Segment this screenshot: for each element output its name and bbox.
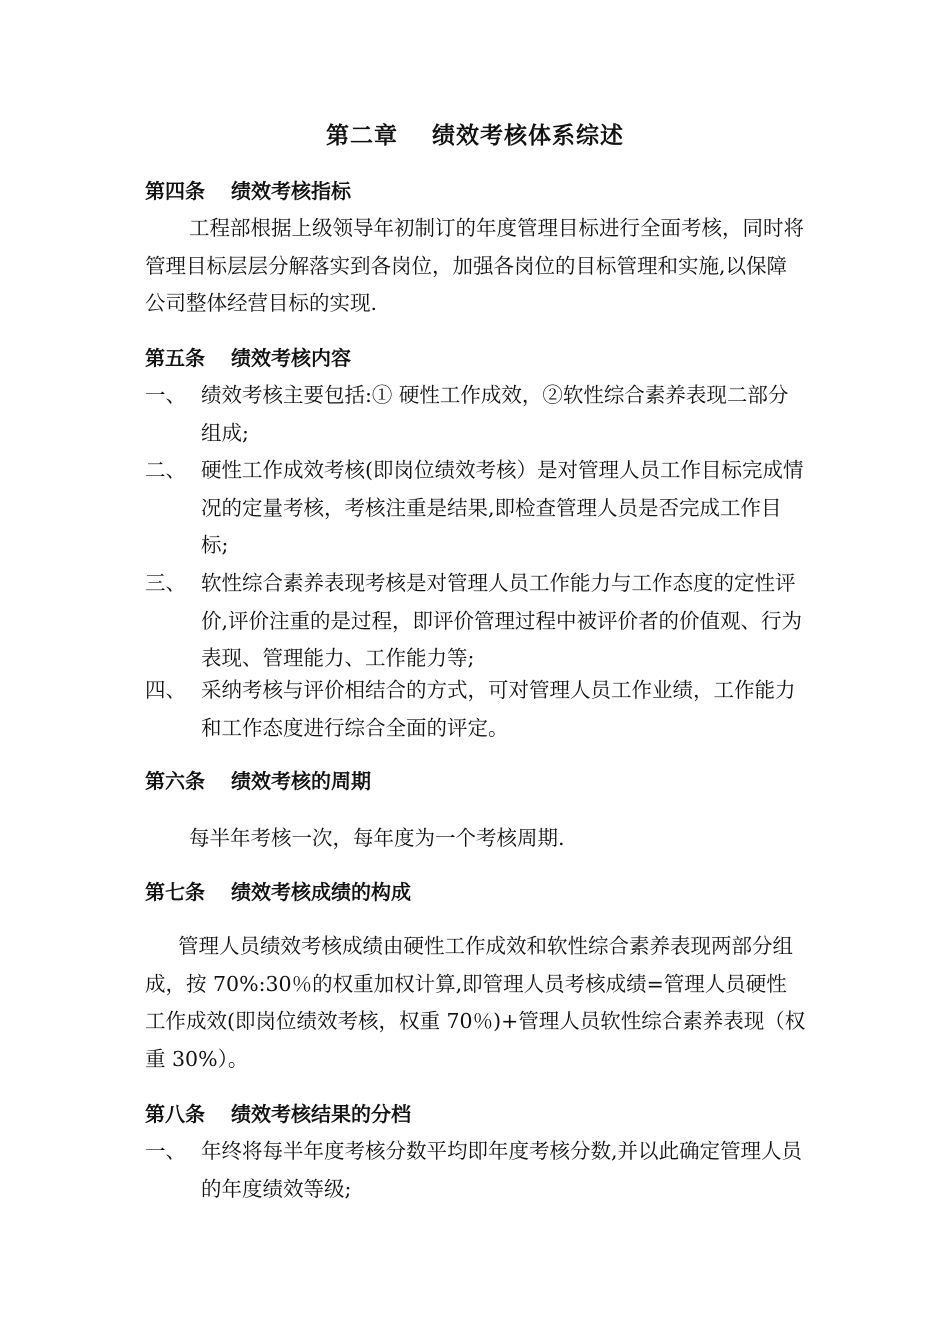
article-4-heading [145, 176, 825, 206]
list-item-text: 年终将每半年度考核分数平均即年度考核分数,并以此确定管理人员的年度绩效等级; [201, 1139, 803, 1201]
article-title: 绩效考核的周期 [231, 769, 371, 793]
list-item [145, 565, 807, 678]
list-item [145, 377, 807, 452]
article-title: 绩效考核指标 [231, 179, 351, 203]
article-7-heading [145, 877, 825, 907]
list-item-text: 硬性工作成效考核(即岗位绩效考核）是对管理人员工作目标完成情况的定量考核，考核注重是结果,即检查管理人员是否完成工作目标; [201, 458, 804, 557]
article-7-body: 管理人员绩效考核成绩由硬性工作成效和软性综合素养表现两部分组成，按 70%:30％的权重加权计算,即管理人员考核成绩=管理人员硬性工作成效(即岗位绩效考核，权重 70％)+管理人员软性综合素养表现（权重 30%）。 [145, 934, 806, 1071]
list-item-number: 四、 [145, 678, 186, 702]
article-number: 第八条 [145, 1102, 205, 1126]
list-item-text: 采纳考核与评价相结合的方式，可对管理人员工作业绩，工作能力和工作态度进行综合全面的评定。 [201, 678, 796, 740]
list-item-number: 三、 [145, 571, 186, 595]
article-6-heading [145, 766, 825, 796]
article-6-body: 每半年考核一次，每年度为一个考核周期. [189, 826, 565, 850]
list-item-number: 一、 [145, 383, 186, 407]
chapter-title [0, 118, 950, 154]
chapter-name: 绩效考核体系综述 [432, 123, 624, 149]
list-item-number: 一、 [145, 1139, 186, 1163]
article-number: 第六条 [145, 769, 205, 793]
article-title: 绩效考核结果的分档 [231, 1102, 411, 1126]
article-title: 绩效考核内容 [231, 346, 351, 370]
article-5-heading [145, 343, 825, 373]
article-8-heading [145, 1099, 825, 1129]
article-number: 第五条 [145, 346, 205, 370]
article-title: 绩效考核成绩的构成 [231, 880, 411, 904]
article-number: 第七条 [145, 880, 205, 904]
article-number: 第四条 [145, 179, 205, 203]
chapter-number: 第二章 [326, 123, 398, 149]
list-item [145, 1133, 807, 1208]
article-4-body: 工程部根据上级领导年初制订的年度管理目标进行全面考核，同时将管理目标层层分解落实到各岗位，加强各岗位的目标管理和实施,以保障公司整体经营目标的实现. [145, 216, 804, 315]
list-item-text: 绩效考核主要包括:① 硬性工作成效，②软性综合素养表现二部分组成; [201, 383, 789, 445]
list-item [145, 452, 807, 565]
list-item [145, 672, 807, 747]
list-item-number: 二、 [145, 458, 186, 482]
list-item-text: 软性综合素养表现考核是对管理人员工作能力与工作态度的定性评价,评价注重的是过程，即评价管理过程中被评价者的价值观、行为表现、管理能力、工作能力等; [201, 571, 803, 670]
